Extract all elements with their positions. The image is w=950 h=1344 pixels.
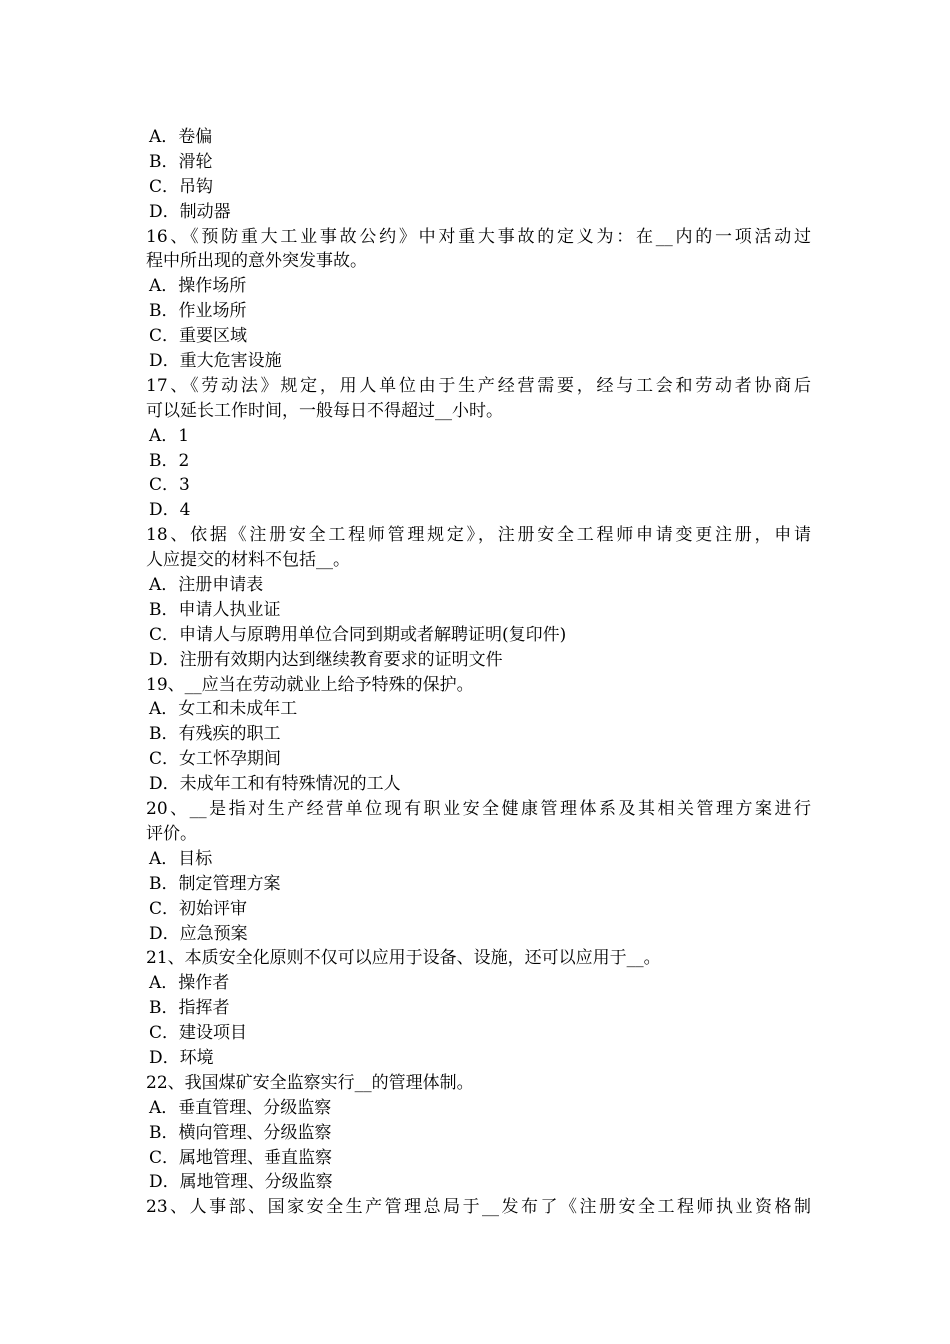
answer-option: C．建设项目 (149, 1023, 248, 1044)
answer-option: B．2 (149, 450, 190, 471)
answer-option: A．女工和未成年工 (149, 699, 298, 720)
answer-option: A．1 (149, 425, 190, 446)
answer-option: D．未成年工和有特殊情况的工人 (149, 774, 401, 795)
question-text: 20、__是指对生产经营单位现有职业安全健康管理体系及其相关管理方案进行 (146, 799, 811, 820)
answer-option: A．注册申请表 (149, 575, 264, 596)
answer-option: B．滑轮 (149, 151, 213, 172)
question-text: 17、《劳动法》规定，用人单位由于生产经营需要，经与工会和劳动者协商后 (146, 375, 811, 396)
answer-option: B．横向管理、分级监察 (149, 1122, 332, 1143)
answer-option: B．申请人执业证 (149, 599, 281, 620)
answer-option: B．作业场所 (149, 301, 247, 322)
answer-option: D．应急预案 (149, 923, 248, 944)
question-text: 程中所出现的意外突发事故。 (146, 251, 367, 272)
answer-option: B．制定管理方案 (149, 873, 281, 894)
question-text: 16、《预防重大工业事故公约》中对重大事故的定义为：在__内的一项活动过 (146, 226, 811, 247)
question-text: 22、我国煤矿安全监察实行__的管理体制。 (146, 1072, 474, 1093)
question-text: 19、__应当在劳动就业上给予特殊的保护。 (146, 674, 474, 695)
question-text: 可以延长工作时间，一般每日不得超过__小时。 (146, 400, 503, 421)
answer-option: C．3 (149, 475, 190, 496)
document-body (146, 125, 811, 1220)
answer-option: D．重大危害设施 (149, 351, 282, 372)
answer-option: B．指挥者 (149, 998, 230, 1019)
answer-option: A．垂直管理、分级监察 (149, 1097, 332, 1118)
answer-option: D．环境 (149, 1047, 214, 1068)
answer-option: C．吊钩 (149, 176, 214, 197)
answer-option: C．属地管理、垂直监察 (149, 1147, 333, 1168)
answer-option: C．申请人与原聘用单位合同到期或者解聘证明(复印件) (149, 624, 567, 645)
answer-option: D．属地管理、分级监察 (149, 1172, 333, 1193)
answer-option: A．卷偏 (149, 127, 213, 147)
answer-option: C．初始评审 (149, 898, 248, 919)
answer-option: D．注册有效期内达到继续教育要求的证明文件 (149, 649, 503, 670)
question-text: 23、人事部、国家安全生产管理总局于__发布了《注册安全工程师执业资格制 (146, 1197, 811, 1218)
answer-option: B．有残疾的职工 (149, 724, 281, 745)
question-text: 18、依据《注册安全工程师管理规定》，注册安全工程师申请变更注册，申请 (146, 525, 811, 546)
answer-option: C．重要区域 (149, 326, 248, 347)
answer-option: D．4 (149, 500, 191, 521)
question-text: 评价。 (146, 823, 197, 844)
answer-option: A．目标 (149, 848, 213, 869)
answer-option: A．操作场所 (149, 276, 247, 297)
answer-option: A．操作者 (149, 973, 230, 994)
answer-option: C．女工怀孕期间 (149, 749, 282, 770)
question-text: 人应提交的材料不包括__。 (146, 550, 350, 571)
question-text: 21、本质安全化原则不仅可以应用于设备、设施，还可以应用于__。 (146, 948, 661, 969)
answer-option: D．制动器 (149, 201, 231, 222)
